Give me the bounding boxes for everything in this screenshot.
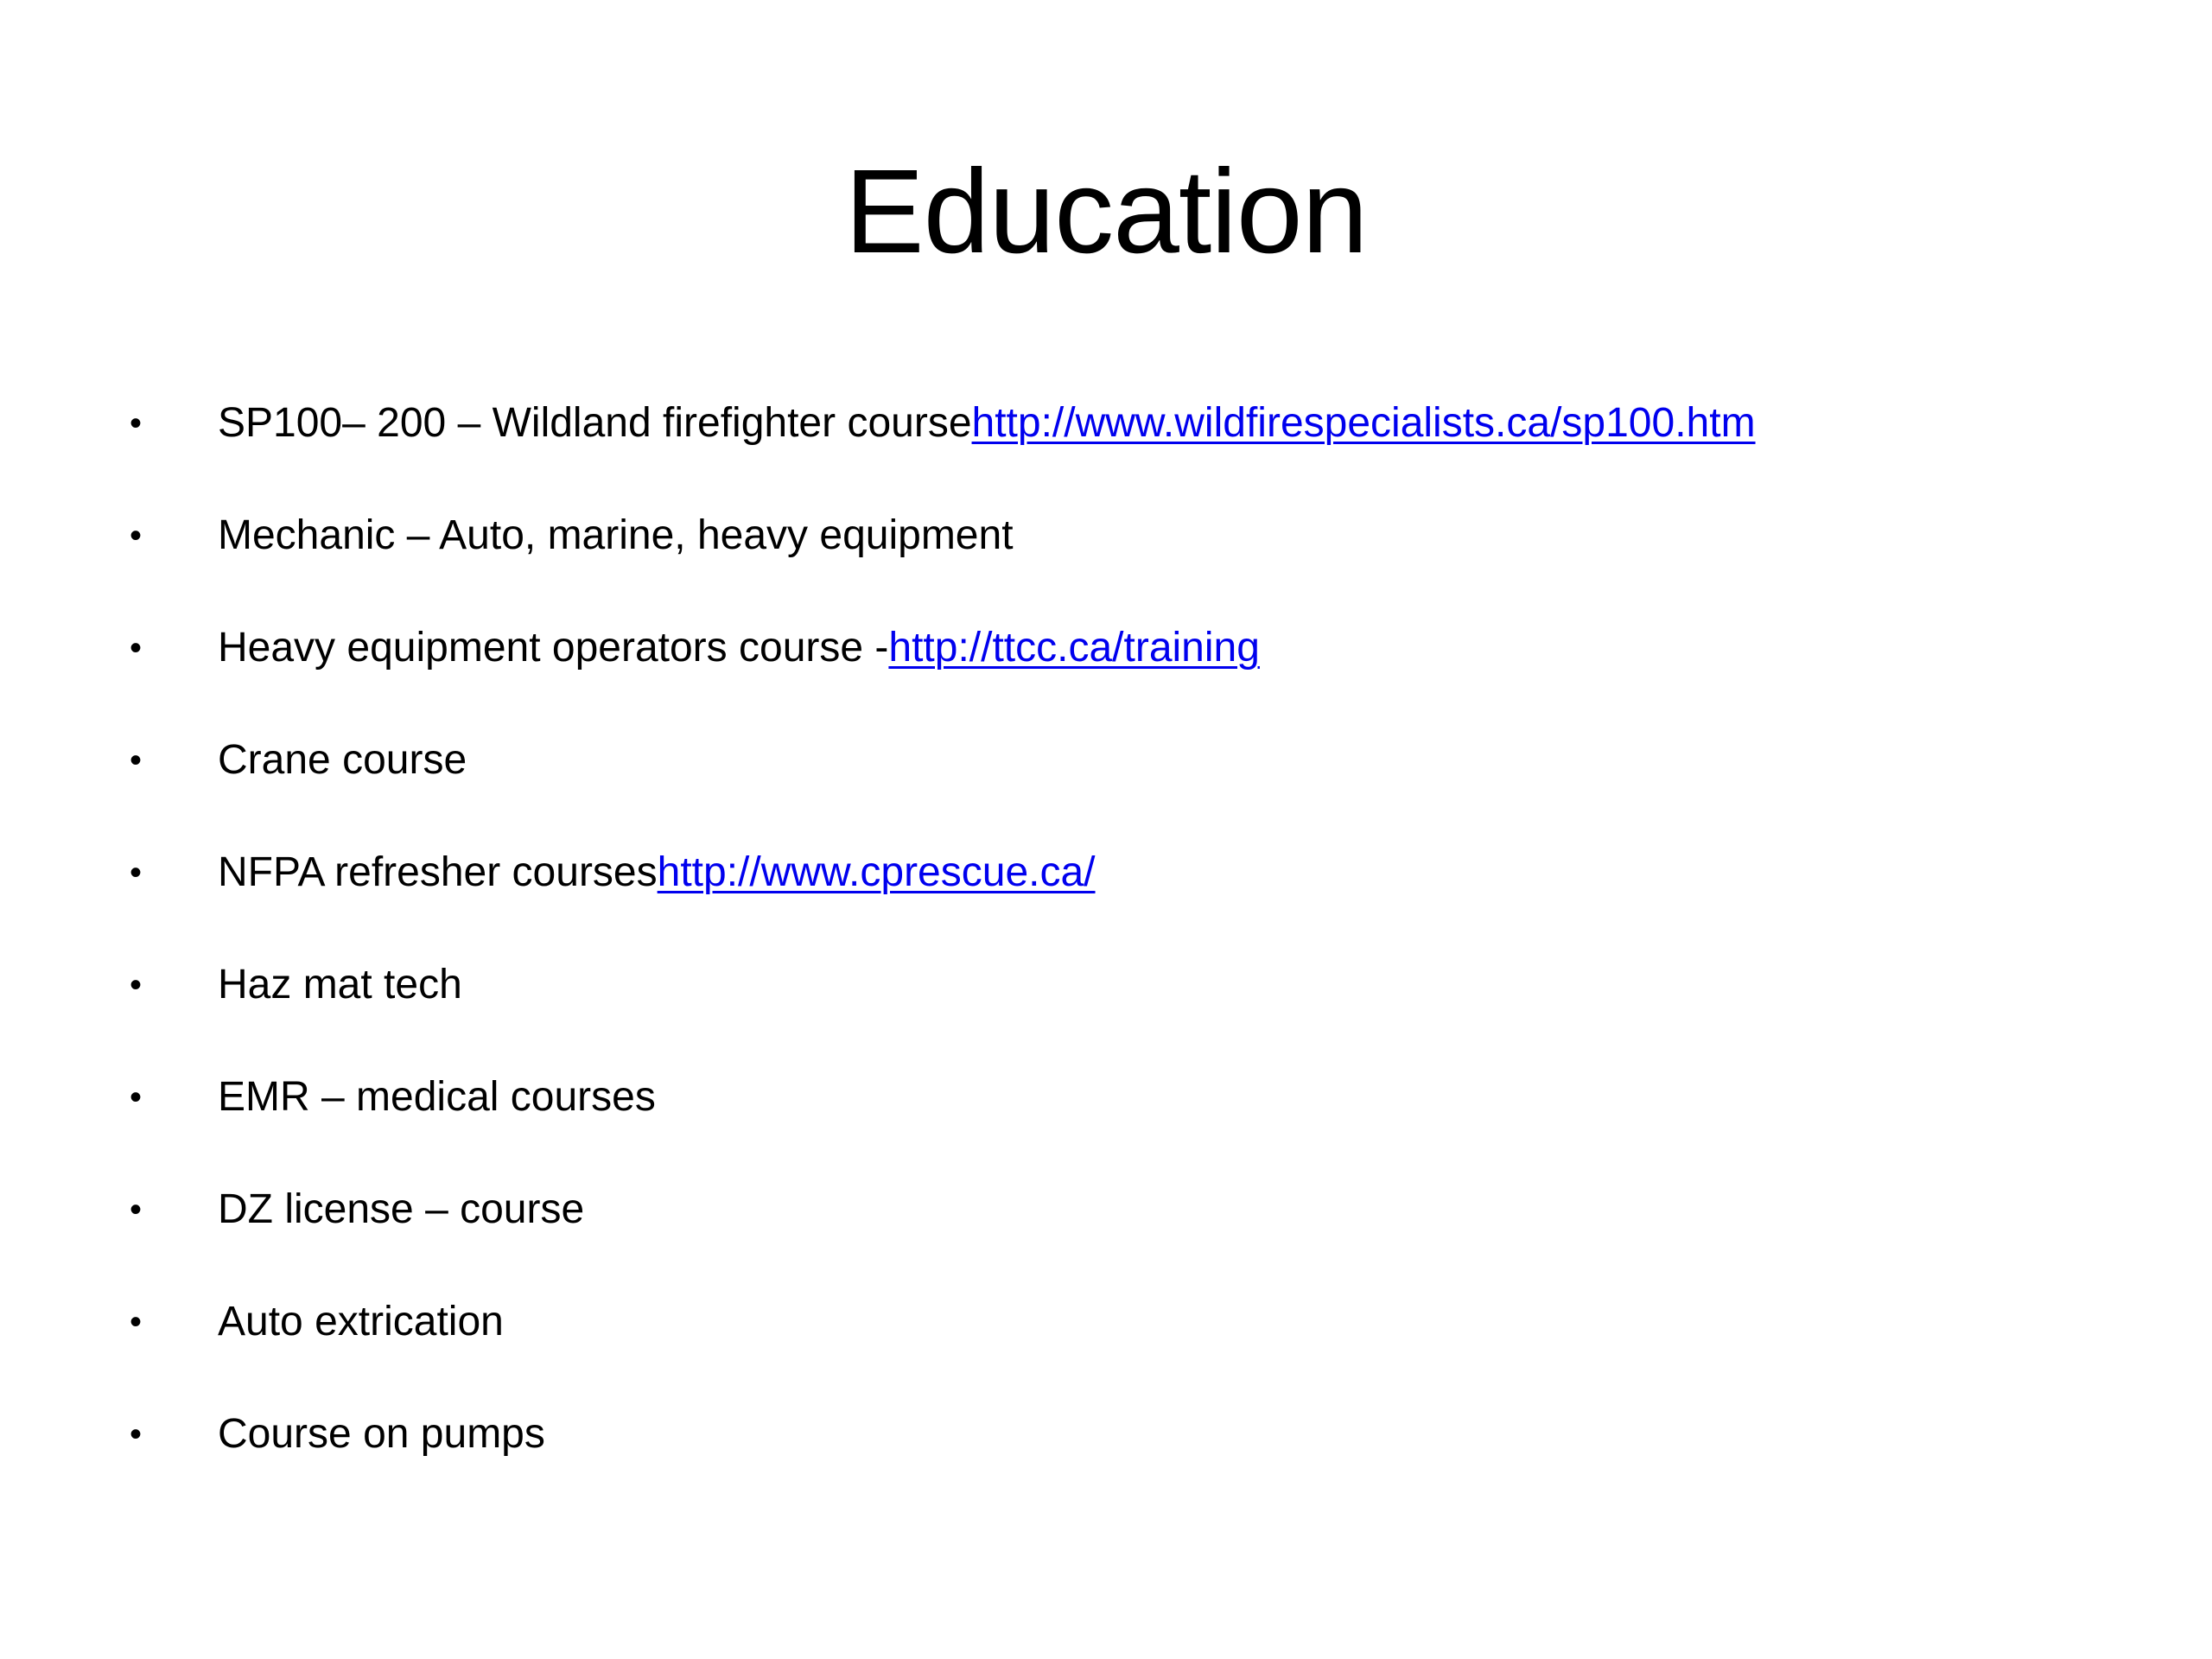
bullet-icon: • bbox=[130, 517, 143, 555]
list-item bbox=[130, 505, 1014, 566]
list-item bbox=[130, 730, 467, 791]
bullet-icon: • bbox=[130, 854, 143, 892]
bullet-text: Course on pumps bbox=[218, 1411, 545, 1457]
bullet-text: Auto extrication bbox=[218, 1299, 504, 1344]
list-item bbox=[130, 1179, 584, 1240]
bullet-text: Crane course bbox=[218, 737, 467, 783]
bullet-text: Heavy equipment operators course - bbox=[218, 625, 889, 671]
bullet-icon: • bbox=[130, 1303, 143, 1341]
bullet-text: EMR – medical courses bbox=[218, 1074, 656, 1120]
bullet-icon: • bbox=[130, 629, 143, 667]
list-item bbox=[130, 1292, 504, 1352]
ttcc-training-link[interactable]: http://ttcc.ca/training bbox=[888, 625, 1260, 671]
bullet-icon: • bbox=[130, 1191, 143, 1229]
bullet-text: NFPA refresher courses bbox=[218, 849, 658, 895]
list-item bbox=[130, 618, 1260, 678]
list-item bbox=[130, 842, 1096, 903]
bullet-icon: • bbox=[130, 1415, 143, 1453]
list-item bbox=[130, 393, 1756, 454]
bullet-text: SP100– 200 – Wildland firefighter course bbox=[218, 400, 972, 446]
bullet-text: Mechanic – Auto, marine, heavy equipment bbox=[218, 512, 1014, 558]
bullet-text: DZ license – course bbox=[218, 1186, 585, 1232]
bullet-icon: • bbox=[130, 741, 143, 779]
bullet-icon: • bbox=[130, 1078, 143, 1116]
wildfire-specialists-link[interactable]: http://www.wildfirespecialists.ca/sp100.htm bbox=[971, 400, 1756, 446]
list-item bbox=[130, 1404, 545, 1465]
list-item bbox=[130, 955, 462, 1015]
cprescue-link[interactable]: http://www.cprescue.ca/ bbox=[657, 849, 1096, 895]
slide-title: Education bbox=[844, 145, 1368, 278]
bullet-text: Haz mat tech bbox=[218, 962, 462, 1007]
list-item bbox=[130, 1067, 656, 1128]
bullet-icon: • bbox=[130, 404, 143, 442]
bullet-icon: • bbox=[130, 966, 143, 1004]
